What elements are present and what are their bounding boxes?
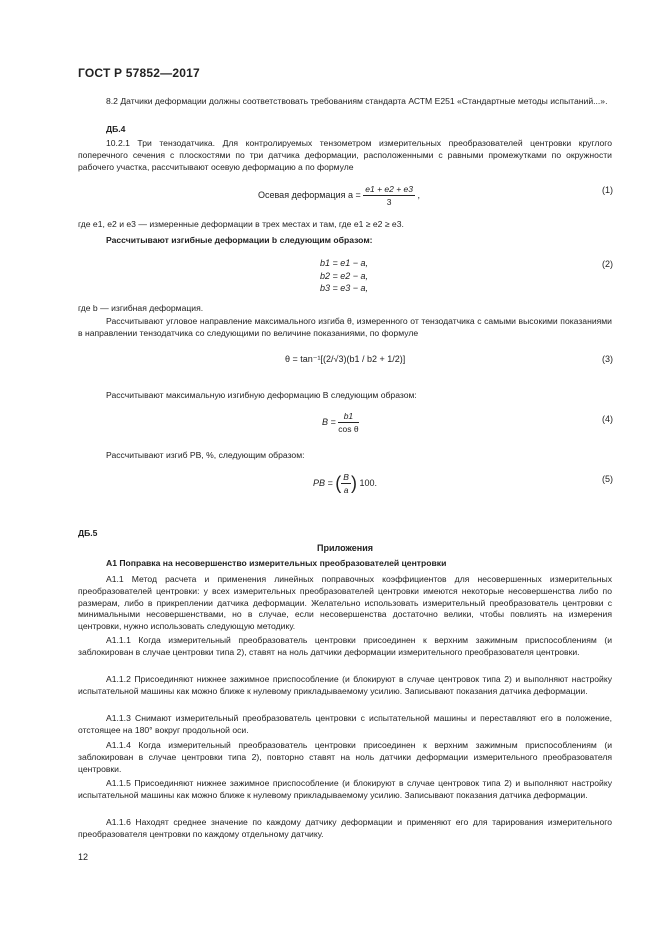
max-bending-paragraph: Рассчитывают максимальную изгибную деформацию B следующим образом: xyxy=(106,390,417,400)
equation-4-number: (4) xyxy=(602,414,613,424)
equation-5-number: (5) xyxy=(602,474,613,484)
section-db5: ДБ.5 xyxy=(78,528,98,538)
paragraph-a1-1-1: А1.1.1 Когда измерительный преобразователь центровки присоединен к верхним зажимным приспособлениям (и заблокирован в случае центровки типа 2), ставят на ноль датчики деформации измерительного преобразователя центровки. xyxy=(78,635,612,657)
equation-1 xyxy=(258,184,420,207)
a1-title: А1 Поправка на несовершенство измерительных преобразователей центровки xyxy=(106,558,447,568)
angle-paragraph: Рассчитывают угловое направление максимального изгиба θ, измеренного от тензодатчика с самыми высокими показаниями в направлении тензодатчика со следующими по величине показаниями, по формуле xyxy=(78,316,612,338)
equation-2-number: (2) xyxy=(602,259,613,269)
document-header: ГОСТ Р 57852—2017 xyxy=(78,66,200,80)
equation-1-denominator: 3 xyxy=(386,197,392,207)
equation-4-denominator: cos θ xyxy=(338,424,359,434)
where-1: где e1, e2 и e3 — измеренные деформации в трех местах и там, где e1 ≥ e2 ≥ e3. xyxy=(78,219,404,229)
paragraph-a1-1-4: А1.1.4 Когда измерительный преобразователь центровки присоединен к верхним зажимным приспособлениям (и заблокирован в случае центровки типа 2), повторно ставят на ноль датчики деформации измерительного преобразователя центровки. xyxy=(78,740,612,774)
equation-5-denominator: a xyxy=(343,485,349,495)
equation-1-tail: , xyxy=(417,189,421,200)
where-2: где b — изгибная деформация. xyxy=(78,303,204,313)
equation-2-line: b3 = e3 − a, xyxy=(320,283,369,293)
equation-5-numerator: B xyxy=(343,472,349,482)
equation-2-line: b2 = e2 − a, xyxy=(320,270,369,281)
appendix-title: Приложения xyxy=(317,543,373,553)
equation-1-numerator: e1 + e2 + e3 xyxy=(365,184,414,194)
pb-paragraph: Рассчитывают изгиб PB, %, следующим образом: xyxy=(106,450,305,460)
paragraph-a1-1-3: А1.1.3 Снимают измерительный преобразователь центровки с испытательной машины и переставляют его в положение, отстоящее на 180° вокруг продольной оси. xyxy=(78,713,612,735)
paragraph-a1-1-6: А1.1.6 Находят среднее значение по каждому датчику деформации и применяют его для тарирования измерительного преобразователя центровки по каждому отдельному датчику. xyxy=(78,817,612,839)
equation-1-number: (1) xyxy=(602,185,613,195)
paragraph-a1-1-2: А1.1.2 Присоединяют нижнее зажимное приспособление (и блокируют в случае центровок типа 2) и выполняют настройку испытательной машины как можно ближе к нулевому прикладываемому усилию. Записывают показания датчика деформации. xyxy=(78,674,612,696)
equation-3: θ = tan⁻¹[(2/√3)(b1 / b2 + 1/2)] xyxy=(285,354,406,364)
equation-5-tail: 100. xyxy=(359,477,377,488)
paragraph-10-2-1: 10.2.1 Три тензодатчика. Для контролируемых тензометром измерительных преобразователей центровки круглого поперечного сечения с плоскостями по три датчика деформации, расположенными с равными промежутками по окружности рабочего участка, рассчитывают осевую деформацию a по формуле xyxy=(78,138,612,172)
equation-5: PB = ( $\frac{B}{a}$ ) 100. xyxy=(313,472,377,495)
equation-2 xyxy=(320,257,368,295)
section-db4: ДБ.4 xyxy=(106,124,126,134)
equation-4-numerator: b1 xyxy=(338,411,358,423)
equation-4-left: B = xyxy=(322,416,336,427)
paragraph-a1-1: А1.1 Метод расчета и применения линейных поправочных коэффициентов для несовершенных измерительных преобразователей центровки: у всех измерительных преобразователей центровки имеются некоторые несовершенства либо по размерам, либо в прикреплении датчика деформации. Желательно использовать измерительный преобразователь центровки с минимальными несовершенствами, но в случае, если несовершенства достаточно велики, чтобы повлиять на измерения центровки, нужно использовать следующую методику. xyxy=(78,574,612,632)
bending-intro: Рассчитывают изгибные деформации b следующим образом: xyxy=(106,235,373,245)
equation-3-number: (3) xyxy=(602,354,613,364)
paragraph-8-2: 8.2 Датчики деформации должны соответствовать требованиям стандарта АСТМ Е251 «Стандартные методы испытаний...». xyxy=(106,96,608,106)
paragraph-a1-1-5: А1.1.5 Присоединяют нижнее зажимное приспособление (и блокируют в случае центровок типа 2) и выполняют настройку испытательной машины как можно ближе к нулевому прикладываемому усилию. Записывают показания датчика деформации. xyxy=(78,778,612,800)
equation-5-left: PB = xyxy=(313,477,333,488)
page-number: 12 xyxy=(78,852,89,862)
equation-4 xyxy=(322,411,359,434)
equation-1-left: Осевая деформация a = xyxy=(258,189,361,200)
equation-2-line: b1 = e1 − a, xyxy=(320,258,369,268)
